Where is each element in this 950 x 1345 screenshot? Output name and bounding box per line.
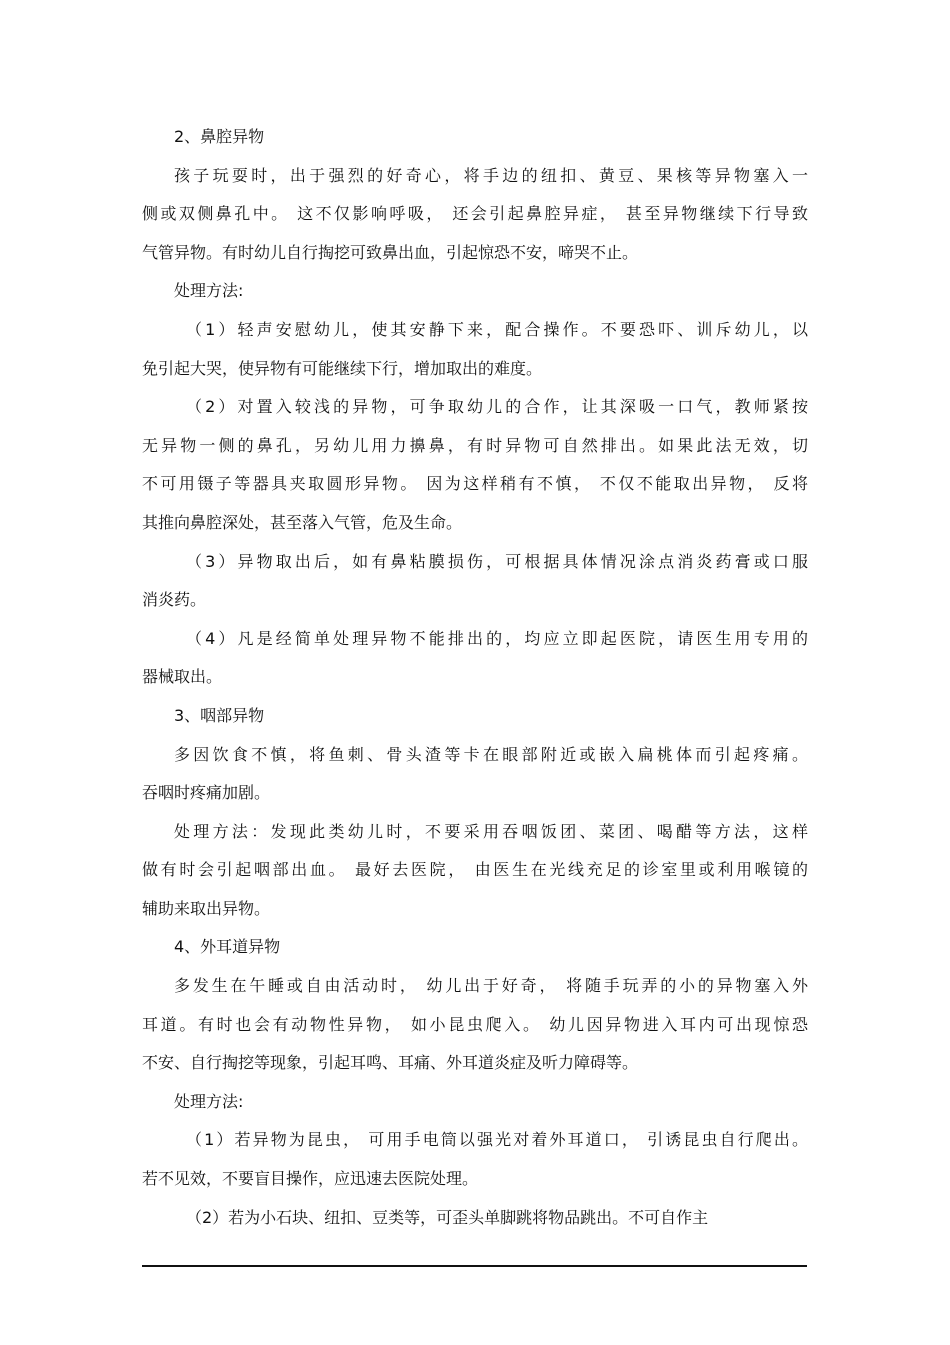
text-line: （1）轻声安慰幼儿，使其安静下来，配合操作。不要恐吓、训斥幼儿，以	[186, 319, 808, 339]
text-line: （3）异物取出后，如有鼻粘膜损伤，可根据具体情况涂点消炎药膏或口服	[186, 551, 808, 571]
list-item	[142, 311, 808, 388]
text-line: 无异物一侧的鼻孔，另幼儿用力擤鼻，有时异物可自然排出。如果此法无效，切	[142, 435, 808, 455]
text-line: 多发生在午睡或自由活动时， 幼儿出于好奇， 将随手玩弄的小的异物塞入外	[174, 976, 808, 996]
text-line: 孩子玩耍时，出于强烈的好奇心，将手边的纽扣、黄豆、果核等异物塞入一	[174, 165, 808, 185]
text-line: 若不见效，不要盲目操作，应迅速去医院处理。	[142, 1169, 479, 1189]
text-line: 处理方法：发现此类幼儿时，不要采用吞咽饭团、菜团、喝醋等方法，这样	[174, 821, 808, 841]
text-line: 不安、自行掏挖等现象，引起耳鸣、耳痛、外耳道炎症及听力障碍等。	[142, 1053, 639, 1073]
text-line: 不可用镊子等器具夹取圆形异物。 因为这样稍有不慎， 不仅不能取出异物， 反将	[142, 474, 808, 494]
text-line: （4）凡是经简单处理异物不能排出的，均应立即起医院，请医生用专用的	[186, 628, 808, 648]
text-line: （2）对置入较浅的异物，可争取幼儿的合作，让其深吸一口气，教师紧按	[186, 397, 808, 417]
text-line: 处理方法:	[174, 1091, 244, 1111]
text-line: 耳道。有时也会有动物性异物， 如小昆虫爬入。 幼儿因异物进入耳内可出现惊恐	[142, 1014, 808, 1034]
text-line: 2、鼻腔异物	[174, 127, 265, 146]
list-item	[142, 1199, 808, 1238]
section-heading	[142, 928, 808, 967]
document-body	[142, 118, 808, 1237]
text-line: 处理方法:	[174, 281, 244, 301]
list-item	[142, 543, 808, 620]
text-line: 免引起大哭，使异物有可能继续下行，增加取出的难度。	[142, 358, 543, 378]
footer-rule	[142, 1265, 807, 1267]
text-line: 吞咽时疼痛加剧。	[142, 783, 271, 803]
paragraph	[142, 813, 808, 929]
list-item	[142, 620, 808, 697]
list-item	[142, 1121, 808, 1198]
text-line: （1）若异物为昆虫， 可用手电筒以强光对着外耳道口， 引诱昆虫自行爬出。	[186, 1130, 808, 1150]
section-heading	[142, 272, 808, 311]
paragraph	[142, 736, 808, 813]
text-line: 器械取出。	[142, 667, 223, 687]
paragraph	[142, 157, 808, 273]
text-line: 消炎药。	[142, 590, 207, 610]
text-line: 其推向鼻腔深处，甚至落入气管，危及生命。	[142, 512, 463, 532]
section-heading	[142, 1083, 808, 1122]
text-line: 多因饮食不慎，将鱼刺、骨头渣等卡在眼部附近或嵌入扁桃体而引起疼痛。	[174, 744, 808, 764]
section-heading	[142, 118, 808, 157]
text-line: （2）若为小石块、纽扣、豆类等，可歪头单脚跳将物品跳出。不可自作主	[186, 1207, 709, 1227]
text-line: 做有时会引起咽部出血。 最好去医院， 由医生在光线充足的诊室里或利用喉镜的	[142, 860, 808, 880]
section-heading	[142, 697, 808, 736]
paragraph	[142, 967, 808, 1083]
list-item	[142, 388, 808, 542]
text-line: 4、外耳道异物	[174, 937, 281, 957]
text-line: 侧或双侧鼻孔中。 这不仅影响呼吸， 还会引起鼻腔异症， 甚至异物继续下行导致	[142, 204, 808, 224]
text-line: 辅助来取出异物。	[142, 898, 271, 918]
text-line: 3、咽部异物	[174, 705, 265, 725]
text-line: 气管异物。有时幼儿自行掏挖可致鼻出血，引起惊恐不安，啼哭不止。	[142, 242, 639, 262]
